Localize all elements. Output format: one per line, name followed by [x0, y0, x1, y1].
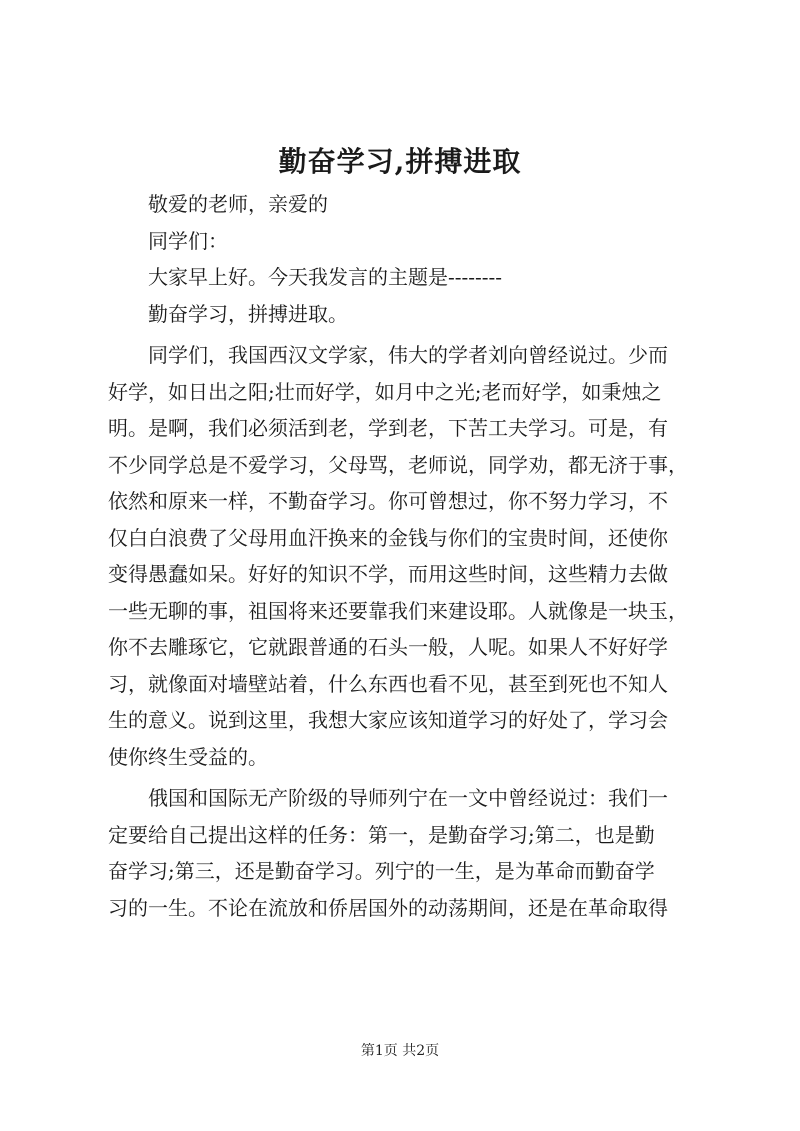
paragraph-line: 依然和原来一样，不勤奋学习。你可曾想过，你不努力学习，不 — [108, 489, 668, 513]
greeting-line: 大家早上好。今天我发言的主题是-------- — [148, 265, 503, 289]
paragraph-line: 明。是啊，我们必须活到老，学到老，下苦工夫学习。可是，有 — [108, 416, 668, 440]
topic-line: 勤奋学习，拼搏进取。 — [148, 301, 348, 326]
paragraph-2 — [108, 780, 701, 926]
paragraph-line: 你不去雕琢它，它就跟普通的石头一般，人呢。如果人不好好学 — [108, 635, 668, 659]
greeting-line: 敬爱的老师，亲爱的 — [148, 192, 328, 216]
paragraph-1 — [108, 337, 701, 775]
paragraph-line: 使你终生受益的。 — [108, 744, 268, 769]
paragraph-line: 不少同学总是不爱学习，父母骂，老师说，同学劝，都无济于事， — [108, 452, 688, 477]
document-body — [108, 186, 701, 926]
document-title: 勤奋学习,拼搏进取 — [278, 145, 522, 178]
paragraph-line: 一些无聊的事，祖国将来还要靠我们来建设耶。人就像是一块玉， — [108, 598, 688, 623]
paragraph-line: 习，就像面对墙壁站着，什么东西也看不见，甚至到死也不知人 — [108, 671, 668, 696]
paragraph-line: 俄国和国际无产阶级的导师列宁在一文中曾经说过：我们一 — [148, 786, 668, 810]
paragraph-line: 习的一生。不论在流放和侨居国外的动荡期间，还是在革命取得 — [108, 895, 668, 920]
paragraph-line: 好学，如日出之阳;壮而好学，如月中之光;老而好学，如秉烛之 — [108, 379, 662, 404]
paragraph-line: 奋学习;第三，还是勤奋学习。列宁的一生，是为革命而勤奋学 — [108, 859, 655, 883]
paragraph-line: 仅白白浪费了父母用血汗换来的金钱与你们的宝贵时间，还使你 — [108, 525, 668, 550]
paragraph-line: 生的意义。说到这里，我想大家应该知道学习的好处了，学习会 — [108, 708, 668, 732]
paragraph-line: 同学们，我国西汉文学家，伟大的学者刘向曾经说过。少而 — [148, 343, 668, 367]
paragraph-line: 变得愚蠢如呆。好好的知识不学，而用这些时间，这些精力去做 — [108, 562, 668, 586]
paragraph-line: 定要给自己提出这样的任务：第一，是勤奋学习;第二，也是勤 — [108, 822, 655, 847]
page-footer: 第1页 共2页 — [360, 1043, 440, 1059]
greeting-line: 同学们： — [148, 228, 228, 253]
